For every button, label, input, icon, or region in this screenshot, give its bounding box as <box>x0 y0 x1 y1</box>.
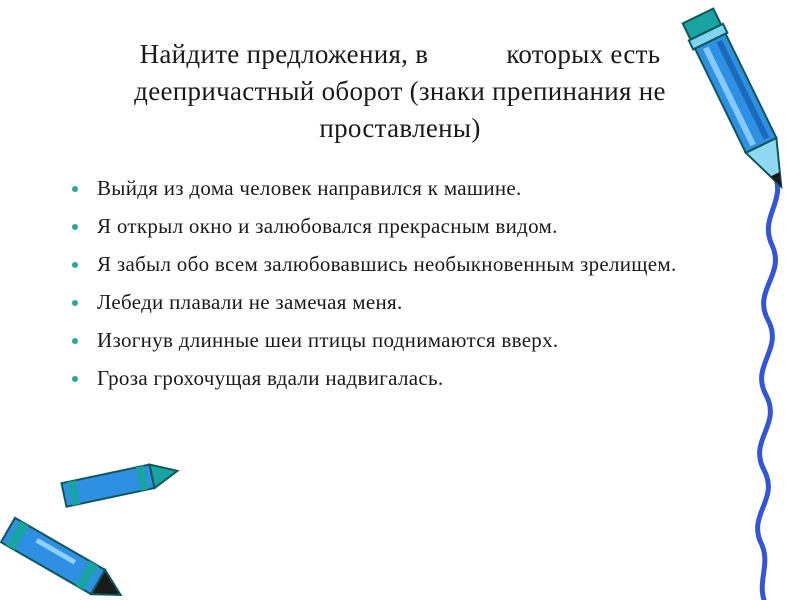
bullet-dot-icon <box>72 262 78 268</box>
title-line1-part2: которых есть <box>506 39 661 69</box>
sentence-list <box>72 174 712 402</box>
list-item <box>72 212 712 241</box>
bullet-dot-icon <box>72 224 78 230</box>
title-line1-part1: Найдите предложения, в <box>139 39 429 69</box>
bullet-dot-icon <box>72 338 78 344</box>
list-item <box>72 326 712 355</box>
list-item <box>72 364 712 393</box>
title-line2: деепричастный оборот (знаки препинания не <box>134 76 666 106</box>
bullet-dot-icon <box>72 300 78 306</box>
bullet-dot-icon <box>72 186 78 192</box>
list-item <box>72 174 712 203</box>
bullet-dot-icon <box>72 376 78 382</box>
sentence-text: Я открыл окно и залюбовался прекрасным видом. <box>97 214 558 238</box>
list-item <box>72 288 712 317</box>
sentence-text: Я забыл обо всем залюбовавшись необыкновенным зрелищем. <box>97 252 677 276</box>
sentence-text: Изогнув длинные шеи птицы поднимаются вверх. <box>97 328 559 352</box>
sentence-text: Выйдя из дома человек направился к машине. <box>97 176 522 200</box>
slide-title <box>60 36 740 147</box>
title-line3: проставлены) <box>319 113 481 143</box>
sentence-text: Лебеди плавали не замечая меня. <box>97 290 403 314</box>
sentence-text: Гроза грохочущая вдали надвигалась. <box>97 366 444 390</box>
list-item <box>72 250 712 279</box>
